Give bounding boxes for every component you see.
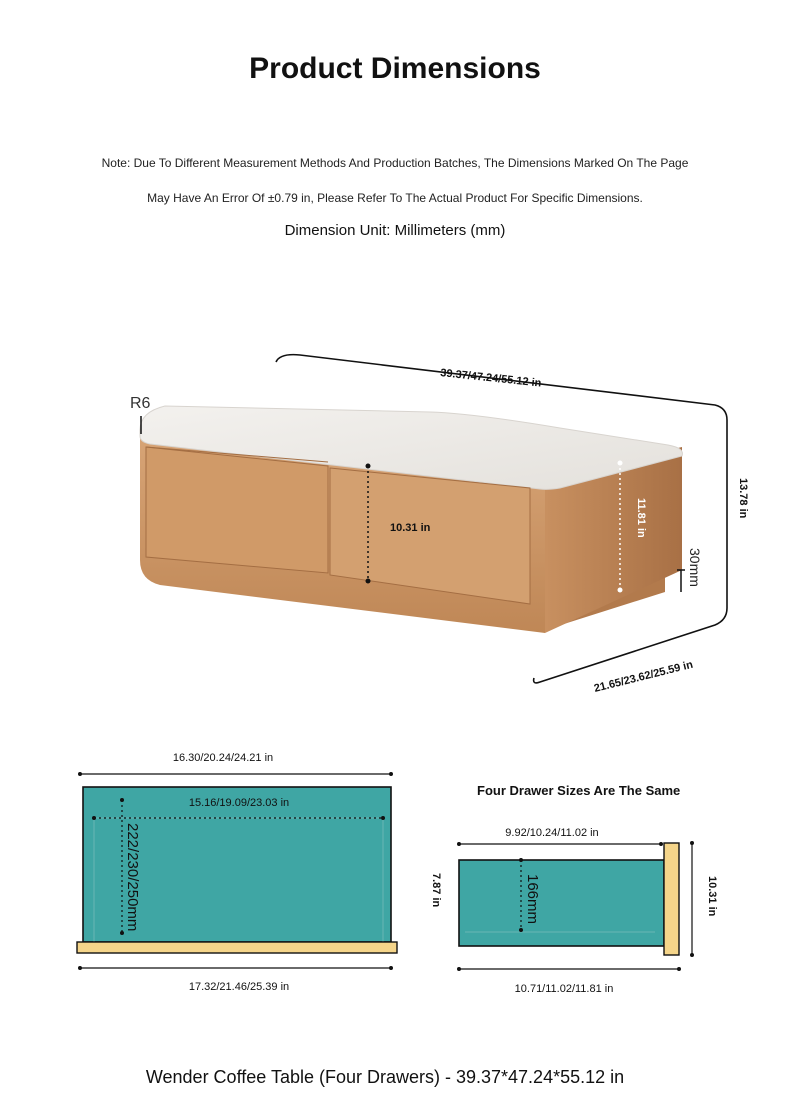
dimension-dot <box>389 772 393 776</box>
dimension-dot <box>690 841 694 845</box>
drawer-front-strip <box>77 942 397 953</box>
inner-width-label: 15.16/19.09/23.03 in <box>188 797 290 809</box>
dimension-dot <box>366 464 371 469</box>
outer-width-label: 16.30/20.24/24.21 in <box>172 752 274 764</box>
dimension-dot <box>457 842 461 846</box>
drawer-outer-height-label: 7.87 in <box>430 873 442 908</box>
side-height-label: 11.81 in <box>635 498 647 538</box>
drawer-inner-height-label: 166mm <box>524 874 541 925</box>
dimension-dot <box>92 816 96 820</box>
dimension-dot <box>659 842 663 846</box>
base-width-label: 17.32/21.46/25.39 in <box>188 981 290 993</box>
drawer-top-view <box>77 752 397 993</box>
dimension-dot <box>618 461 623 466</box>
dimension-dot <box>78 772 82 776</box>
inner-depth-label: 222/230/250mm <box>124 823 141 932</box>
dimension-dot <box>389 966 393 970</box>
length-label: 39.37/47.24/55.12 in <box>439 367 542 390</box>
dimension-dot <box>120 798 124 802</box>
drawer-front-left <box>146 447 328 573</box>
drawer-side-view <box>430 783 718 995</box>
measurement-note-line-1: Note: Due To Different Measurement Methods And Production Batches, The Dimensions Marked On The Page <box>101 156 689 170</box>
depth-label: 21.65/23.62/25.59 in <box>592 658 695 695</box>
corner-radius-label: R6 <box>130 395 151 412</box>
dimension-dot <box>78 966 82 970</box>
drawer-height-label: 10.31 in <box>390 522 431 534</box>
dimension-dot <box>677 967 681 971</box>
dimension-unit-label: Dimension Unit: Millimeters (mm) <box>284 222 506 239</box>
measurement-note-line-2: May Have An Error Of ±0.79 in, Please Refer To The Actual Product For Specific Dimensions. <box>147 191 643 205</box>
drawer-inner-width-label: 9.92/10.24/11.02 in <box>505 827 599 839</box>
dimension-dot <box>690 953 694 957</box>
dimension-dot <box>618 588 623 593</box>
coffee-table-illustration <box>140 406 682 633</box>
drawer-outer-width-label: 10.71/11.02/11.81 in <box>514 983 614 995</box>
drawer-box-side <box>459 860 664 946</box>
drawer-front-height-label: 10.31 in <box>706 876 718 917</box>
dimension-dot <box>381 816 385 820</box>
product-footer-title: Wender Coffee Table (Four Drawers) - 39.37*47.24*55.12 in <box>145 1067 625 1087</box>
dimension-dot <box>366 579 371 584</box>
dimension-dot <box>519 928 523 932</box>
height-label: 13.78 in <box>737 478 749 519</box>
base-height-label: 30mm <box>687 548 703 587</box>
dimension-dot <box>457 967 461 971</box>
drawer-sizes-heading: Four Drawer Sizes Are The Same <box>477 783 681 798</box>
dimension-dot <box>519 858 523 862</box>
page-title: Product Dimensions <box>249 52 541 85</box>
drawer-front-panel-side <box>664 843 679 955</box>
dimension-dot <box>120 931 124 935</box>
